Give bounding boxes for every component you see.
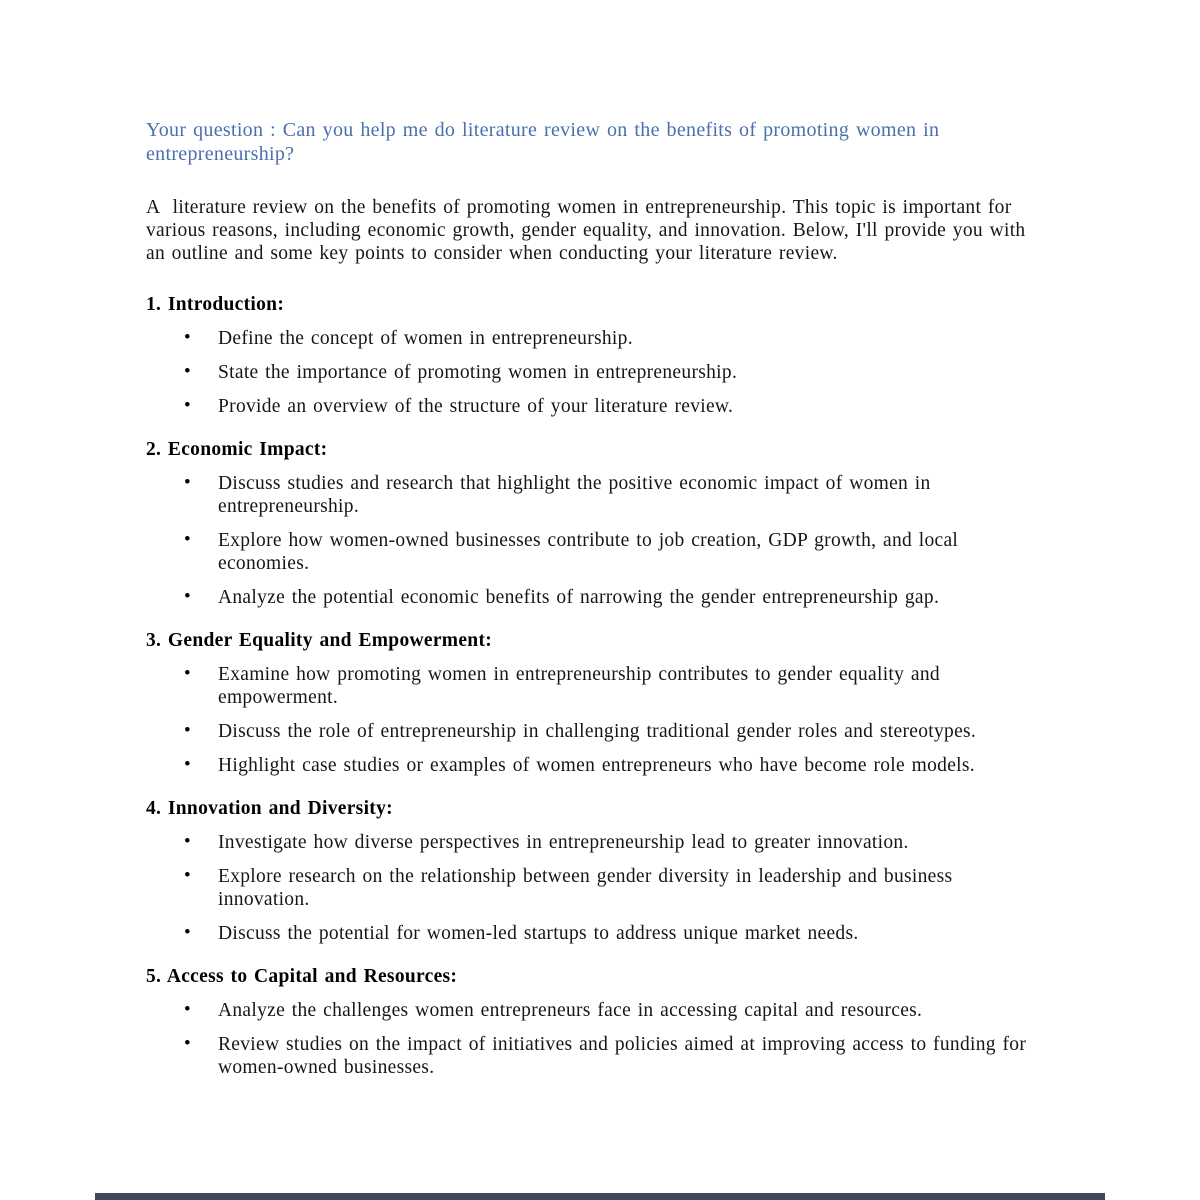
bullet-list bbox=[146, 831, 1048, 945]
bullet-text: Analyze the potential economic benefits of narrowing the gender entrepreneurship gap. bbox=[218, 587, 940, 608]
bullet-text: Review studies on the impact of initiatives and policies aimed at improving access to funding for women-owned businesses. bbox=[218, 1034, 1027, 1078]
bullet-item bbox=[146, 922, 1048, 945]
bullet-item bbox=[146, 999, 1048, 1022]
outline-sections bbox=[146, 284, 1048, 1079]
bullet-text: State the importance of promoting women in entrepreneurship. bbox=[218, 362, 738, 383]
bullet-item bbox=[146, 663, 1048, 709]
bullet-list bbox=[146, 327, 1048, 418]
bullet-dot-icon: • bbox=[184, 831, 191, 852]
bullet-dot-icon: • bbox=[184, 472, 191, 493]
section-heading: 2. Economic Impact: bbox=[146, 439, 328, 460]
bullet-item bbox=[146, 361, 1048, 384]
intro-paragraph: A literature review on the benefits of promoting women in entrepreneurship. This topic is important for various reasons, including economic growth, gender equality, and innovation. Below, I'll provide you with an outline and some key points to consider when conducting your literature review. bbox=[146, 197, 1033, 264]
bullet-text: Investigate how diverse perspectives in entrepreneurship lead to greater innovation. bbox=[218, 832, 909, 853]
bullet-text: Examine how promoting women in entrepreneurship contributes to gender equality and empowerment. bbox=[218, 664, 940, 708]
bullet-dot-icon: • bbox=[184, 754, 191, 775]
bullet-item bbox=[146, 395, 1048, 418]
section-heading: 1. Introduction: bbox=[146, 294, 285, 315]
bullet-dot-icon: • bbox=[184, 529, 191, 550]
bullet-dot-icon: • bbox=[184, 395, 191, 416]
bullet-dot-icon: • bbox=[184, 922, 191, 943]
bullet-text: Provide an overview of the structure of your literature review. bbox=[218, 396, 734, 417]
section-heading: 4. Innovation and Diversity: bbox=[146, 798, 393, 819]
bullet-item bbox=[146, 831, 1048, 854]
bullet-text: Analyze the challenges women entrepreneurs face in accessing capital and resources. bbox=[218, 1000, 923, 1021]
bullet-list bbox=[146, 663, 1048, 777]
bullet-item bbox=[146, 865, 1048, 911]
bullet-item bbox=[146, 472, 1048, 518]
bullet-text: Explore research on the relationship between gender diversity in leadership and business innovation. bbox=[218, 866, 953, 910]
bullet-text: Discuss studies and research that highlight the positive economic impact of women in entrepreneurship. bbox=[218, 473, 931, 517]
bullet-dot-icon: • bbox=[184, 361, 191, 382]
bullet-text: Discuss the role of entrepreneurship in challenging traditional gender roles and stereotypes. bbox=[218, 721, 977, 742]
section-heading: 5. Access to Capital and Resources: bbox=[146, 966, 458, 987]
bullet-item bbox=[146, 754, 1048, 777]
bullet-dot-icon: • bbox=[184, 720, 191, 741]
bullet-item bbox=[146, 1033, 1048, 1079]
bullet-text: Highlight case studies or examples of women entrepreneurs who have become role models. bbox=[218, 755, 975, 776]
bullet-item bbox=[146, 586, 1048, 609]
bullet-item bbox=[146, 327, 1048, 350]
bullet-dot-icon: • bbox=[184, 1033, 191, 1054]
bullet-dot-icon: • bbox=[184, 865, 191, 886]
user-question-text: Your question : Can you help me do literature review on the benefits of promoting women in entrepreneurship? bbox=[146, 119, 940, 165]
bullet-dot-icon: • bbox=[184, 999, 191, 1020]
bullet-list bbox=[146, 999, 1048, 1079]
bullet-text: Define the concept of women in entrepreneurship. bbox=[218, 328, 633, 349]
page-bottom-edge-bar bbox=[95, 1193, 1105, 1200]
bullet-item bbox=[146, 529, 1048, 575]
bullet-dot-icon: • bbox=[184, 586, 191, 607]
document-content bbox=[146, 118, 1048, 1079]
bullet-item bbox=[146, 720, 1048, 743]
bullet-dot-icon: • bbox=[184, 327, 191, 348]
section-heading: 3. Gender Equality and Empowerment: bbox=[146, 630, 493, 651]
bullet-dot-icon: • bbox=[184, 663, 191, 684]
bullet-list bbox=[146, 472, 1048, 609]
bullet-text: Discuss the potential for women-led startups to address unique market needs. bbox=[218, 923, 859, 944]
bullet-text: Explore how women-owned businesses contribute to job creation, GDP growth, and local economies. bbox=[218, 530, 959, 574]
